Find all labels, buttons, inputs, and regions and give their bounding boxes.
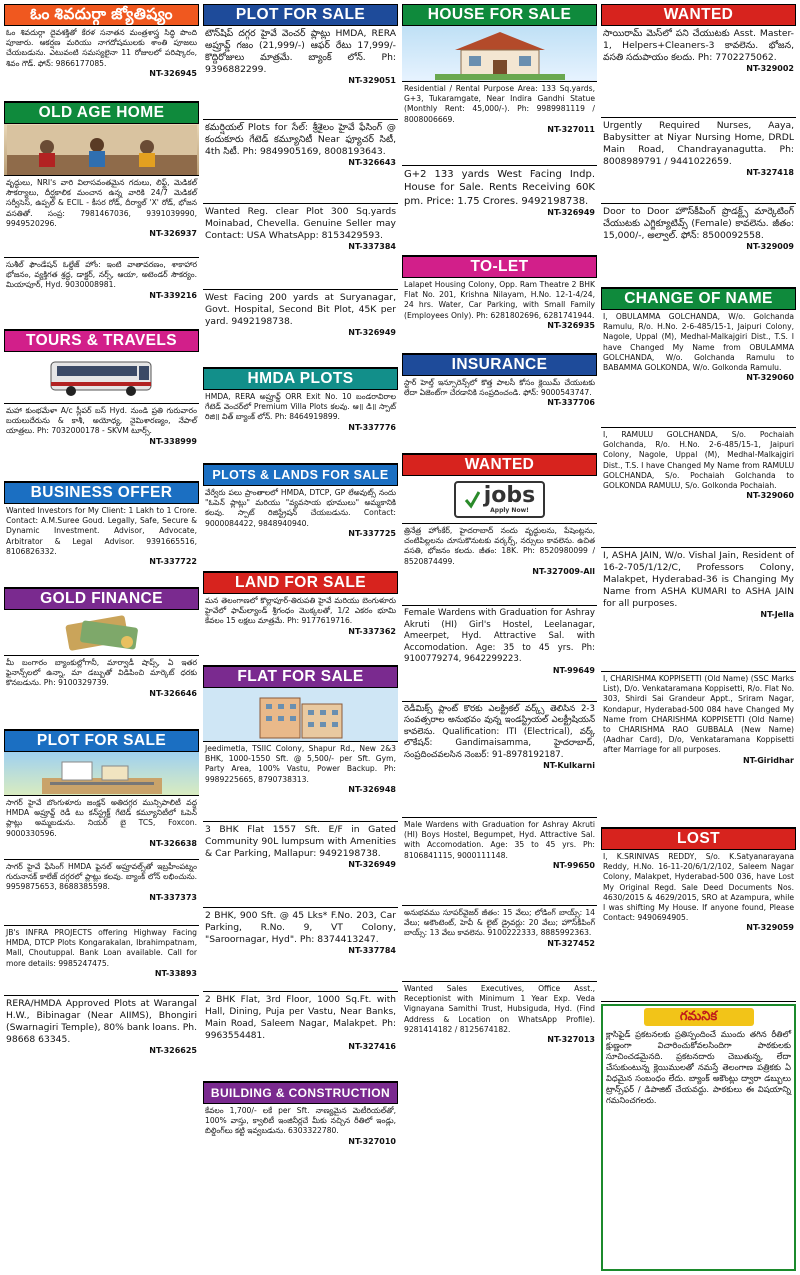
ad-business-offer: Wanted Investors for My Client: 1 Lakh to 1 Crore. Contact: A.M.Suree Goud. Legally, Safe, Secure & Dynamic Investment. Advisor, Advocate, Arbitrator & Legal Advisor. 9391665516, 8106826332. NT-337722 <box>4 504 199 588</box>
notice-text: క్లాసిఫైడ్ ప్రకటనలకు ప్రతిస్పందించే ముందు తగిన రీతిలో క్షుణ్ణంగా విచారించుకోవలసిందిగా పాఠకులకు సూచించడమైనది. ప్రకటనదారు చెబుతున్న, లేదా చేసుకుంటున్న క్లెయిములతో నమస్తే తెలంగాణ పత్రికకు ఏ విధమైన సంబంధం లేదు. బ్యాంక్ అకౌంట్లు ద్వారా డబ్బులు ట్రాన్స్‌ఫర్ / డిపాజిట్ చేయవద్దు. పాఠకులు ఈ విషయాన్ని గమనించగలరు. <box>606 1029 791 1105</box>
section-header-flat-for-sale: FLAT FOR SALE <box>203 666 398 688</box>
ad-plot-sagar-highway: సాగర్ హైవే బొంగుళూరు జంక్షన్ అతిదగ్గర మున్సిపాలిటీ వద్ద HMDA అప్రూవ్డ్ రెడీ టు కన్‌స్ట్రక్ట్ గేటెడ్ కమ్యూనిటీలో ఓపెన్ ప్లాట్లు అమ్మబడును. నియర్ బై TCS, Foxcon. 9000330596. NT-326638 <box>4 796 199 860</box>
ad-jeedimetla-flat: Jeedimetla, TSIIC Colony, Shapur Rd., New 2&3 BHK, 1000-1550 Sft. @ 5,500/- per Sft. Gym, Party Area, 100% Vastu, Power Backup. Ph: 9989225665, 8790738313. NT-326948 <box>203 742 398 822</box>
ad-township-plots: టౌన్‌షిప్ దగ్గర హైవే వెంచర్ ప్లాట్లు HMDA, RERA అప్రూవ్డ్ గజం (21,999/-) ఆఫర్ రేటు 17,999/- కొద్దిరోజులు మాత్రమే. బ్యాంక్ లోన్. Ph: 9396882299. NT-329051 <box>203 26 398 120</box>
section-header-business-offer: BUSINESS OFFER <box>4 482 199 504</box>
column-4 <box>601 4 796 1271</box>
section-header-plot-for-sale-1: PLOT FOR SALE <box>4 730 199 752</box>
ad-west-facing-plot: West Facing 200 yards at Suryanagar, Govt. Hospital, Second Bit Plot, 45K per yard. 9492198738. NT-326949 <box>203 290 398 368</box>
section-header-insurance: INSURANCE <box>402 354 597 376</box>
jobs-logo <box>402 476 597 524</box>
section-header-old-age-home: OLD AGE HOME <box>4 102 199 124</box>
ad-wanted-plot: Wanted Reg. clear Plot 300 Sq.yards Moinabad, Chevella. Genuine Seller may Contact: USA WhatsApp: 8153429593. NT-337384 <box>203 204 398 290</box>
ad-sales-executives: Wanted Sales Executives, Office Asst., Receptionist with Minimum 1 Year Exp. Veda Vignayana Samithi Trust, Hubsiguda, Hyd. (Find Address & Location on WhatsApp Profile). 9281414182 / 8125674182. NT-327013 <box>404 984 595 1045</box>
notice-title: గమనిక <box>644 1008 754 1026</box>
section-header-tours-travels: TOURS & TRAVELS <box>4 330 199 352</box>
section-header-lost: LOST <box>601 828 796 850</box>
ad-commercial-plots: కమర్షియల్ Plots for సేల్: శ్రీశైలం హైవే ఫేసింగ్ @ కందుకూరు గేటెడ్ కమ్యూనిటీ Near ఫ్యూచర్ సిటీ, 4th సిటీ. Ph: 9849905169, 8008193643. NT-326643 <box>203 120 398 204</box>
ad-land-for-sale: మన తెలంగాణలో కొల్లాపూర్-తిరుపతి హైవే మరియు బెంగుళూరు హైవేలో ఫామ్‌ల్యాండ్ శ్రీగంధం మొక్కలతో, 1/2 ఎకరం భూమి కేవలం 15 లక్షలు మాత్రమే. Ph: 9177619716. NT-337362 <box>203 594 398 666</box>
section-header-to-let: TO-LET <box>402 256 597 278</box>
section-header-building-construction: BUILDING & CONSTRUCTION <box>203 1082 398 1104</box>
ad-name-change-obulamma: I, OBULAMMA GOLCHANDA, W/o. Golchanda Ramulu, R/o. H.No. 2-6-485/15-1, Jaipuri Colony, Nagole, Uppal (M), Medhal-Malkajgiri Dist., T.S. I have Changed My Name from OBULAMMA GOLCHANDA, W/o. Golchanda Ramulu to BABAMMA GOLKONDA, W/o. Golkonda Ramulu. NT-329060 <box>601 310 796 428</box>
section-header-gold-finance: GOLD FINANCE <box>4 588 199 610</box>
ad-sairam-mess: సాయిరామ్ మెస్‌లో పని చేయుటకు Asst. Master-1, Helpers+Cleaners-3 కావలెను. భోజన, వసతి సదుపాయం కలదు. Ph: 7702275062. NT-329002 <box>601 26 796 118</box>
ad-2bhk-malakpet: 2 BHK Flat, 3rd Floor, 1000 Sq.Ft. with Hall, Dining, Puja per Vastu, Near Banks, Main Road, Saleem Nagar, Malakpet. Ph: 9963554481. NT-327416 <box>203 992 398 1082</box>
ad-female-wardens: Female Wardens with Graduation for Ashray Akruti (HI) Girl's Hostel, Leelanagar, Ameerpet, Hyd. Attractive Sal. with Accomodation. Age: 35 to 45 yrs. Ph: 9100779274, 9642299223. NT-99649 <box>402 606 597 702</box>
disclaimer-notice <box>601 1004 796 1271</box>
checkmark-icon <box>464 490 480 510</box>
section-header-plots-lands: PLOTS & LANDS FOR SALE <box>203 464 398 486</box>
ad-2bhk-saroornagar: 2 BHK, 900 Sft. @ 45 Lks* F.No. 203, Car Parking, R.No. 9, VT Colony, "Saroornagar, Hyd". Ph: 8374413247. NT-337784 <box>203 908 398 992</box>
section-header-astrology: ఓం శివదుర్గా జ్యోతిష్యం <box>4 4 199 26</box>
section-header-wanted-2: WANTED <box>601 4 796 26</box>
ad-astrology: ఓం శివదుర్గా దైవశక్తితో కేరళ సనాతన మంత్రశాస్త్ర సిద్ధి పొంది పూజారు. ఆకర్షణ మరియు నాగదోషములకు శాంతి పూజలు చేయబడును. ఎటువంటి సమస్యలైనా 11 రోజులలో పరిష్కారం, శివం గౌడ్. ఫోన్: 9866177085. NT-326945 <box>4 26 199 102</box>
ad-plots-lands: వేర్వేరు పలు ప్రాంతాలలో HMDA, DTCP, GP లేఅవుట్స్ నందు "ఓపెన్ ప్లాట్లు" మరియు "వ్యవసాయ భూములు" అమ్మకానికి కలవు. స్పాట్ రిజిస్ట్రేషన్ చేయబడును. Contact: 9000084422, 9848940940. NT-337725 <box>203 486 398 572</box>
gold-finance-photo <box>4 610 199 656</box>
section-header-change-of-name: CHANGE OF NAME <box>601 288 796 310</box>
column-3 <box>402 4 597 1271</box>
section-header-hmda-plots: HMDA PLOTS <box>203 368 398 390</box>
ad-trinetra-homecare: త్రినేత్ర హోంకేర్, హైదరాబాద్ నందు వృద్ధులను, పేషెంట్లను, చంటిపిల్లలను చూసుకొనుటకు వర్కర్స్, నర్సులు కావలెను. ఉచిత వసతి, భోజనం కలదు. జీతం: 18K. Ph: 8520980099 / 8520874499. NT-327009-All <box>402 524 597 606</box>
jobs-logo-subtext: Apply Now! <box>490 507 529 514</box>
ad-supervisor-wanted: అనుభవము సూపర్‌వైజర్ జీతం: 15 వేలు; లోడింగ్ బాయ్స్: 14 వేలు; అకౌంటెంట్, హెవీ & లైట్ డ్రైవర్లు: 20 వేలు; హౌస్‌కీపింగ్ బాయ్స్: 13 వేలు కావలెను. 9100222333, 8885992363. NT-327452 <box>402 906 597 982</box>
apartment-photo <box>203 688 398 742</box>
ad-nurses-wanted: Urgently Required Nurses, Aaya, Babysitter at Niyar Nursing Home, DRDL Main Road, Chandrayanagutta. Ph: 8008989791 / 9441022659. NT-327418 <box>601 118 796 204</box>
ad-name-change-ramulu: I, RAMULU GOLCHANDA, S/o. Pochaiah Golchanda, R/o. H.No. 2-6-485/15-1, Jaipuri Colony, Nagole, Uppal (M), Medhal-Malkajgiri Dist., T.S. I have Changed My Name from RAMULU GOLCHANDA, S/o. Pochaiah Golchanda to GOLKONDA RAMULU, S/o. Golkonda Pochaiah. NT-329060 <box>601 428 796 548</box>
section-header-land-for-sale: LAND FOR SALE <box>203 572 398 594</box>
ad-rera-warangal: RERA/HMDA Approved Plots at Warangal H.W., Bibinagar (Near AIIMS), Bhongiri (Swarnagiri Temple), 80% bank loans. Ph. 98668 63345. NT-326625 <box>6 998 197 1055</box>
ad-hmda-plots: HMDA, RERA అప్రూవ్డ్ ORR Exit No. 10 బండరావిరాల గేటెడ్ వెంచర్‌లో Premium Villa Plots కలవు. ఆ॥ డి॥ స్పాట్ రిజి॥ విత్ బ్యాంక్ లోన్. Ph: 8464919899. NT-337776 <box>203 390 398 464</box>
column-1 <box>4 4 199 1271</box>
ad-to-let-lalapet: Lalapet Housing Colony, Opp. Ram Theatre 2 BHK Flat No. 201, Krishna Nilayam, H.No. 12-1-4/24, 24 hrs. Water, Car Parking, with Small Family (Employees Only). Ph: 6281802696, 6281741944. NT-326935 <box>402 278 597 354</box>
old-age-home-photo <box>4 124 199 176</box>
plot-photo <box>4 752 199 796</box>
ad-old-age-home-1: వృద్ధులు, NRI's వారి విలాసవంతమైన గదులు, లిఫ్ట్, మెడికల్ సౌకర్యాలు, దీర్ఘకాలిక మంచాన ఉన్న వారికి 24/7 మెడికల్ సర్వీసెస్, ఉప్పల్ & ECIL - కీసర రోడ్, దీర్యాల్ 'X' రోడ్, భోజన వసతితో. సంప్ర: 7981467036, 9391039990, 9949520296. NT-326937 <box>4 176 199 258</box>
jobs-logo-text: jobs <box>483 483 536 508</box>
ad-construction: కేవలం 1,700/- లకే per Sft. నాణ్యమైన మెటీరియల్‌తో, 100% వాస్తు, క్వాలిటీ ఇంజినీర్లచే మీకు నచ్చిన రీతిలో ఇండ్లు, బిల్డింగ్‌లు కట్టి ఇవ్వబడును. 6303322780. NT-327010 <box>205 1106 396 1146</box>
ad-electrician: రెడీమిక్స్ ప్లాంట్ కొరకు ఎలక్ట్రికల్ వర్క్స్ తెలిసిన 2-3 సంవత్సరాల అనుభవం వున్న ఇండస్ట్రియల్ ఎలక్ట్రీషియన్ కావలెను. Qualification: ITI (Electrical), వర్క్ లొకేషన్: Gandimaisamma, హైదరాబాద్, సంప్రదించవలసిన నెంబర్: 91-8978192187. NT-Kulkarni <box>402 702 597 818</box>
ad-lost-documents: I, K.SRINIVAS REDDY, S/o. K.Satyanarayana Reddy, H.No. 16-11-20/6/1/2/102, Saleem Nagar Colony, Malakpet, Hyderabad-500 036, have Lost My Original Regd. Sale Deed Documents Nos. 4630/2015 & 4629/2015, SRO at Azampura, while I was shifting My House. If anyone found, Please Contact: 9490694905. NT-329059 <box>601 850 796 1002</box>
bus-photo <box>4 352 199 404</box>
ad-g2-house: G+2 133 yards West Facing Indp. House for Sale. Rents Receiving 60K pm. Price: 1.75 Crores. 9492198738. NT-326949 <box>402 166 597 256</box>
section-header-wanted-1: WANTED <box>402 454 597 476</box>
ad-tours: మహా కుంభమేళా A/c స్లీపర్ బస్ Hyd. నుండి ప్రతి గురువారం బయలుదేరును & కాశీ, అయోధ్య, నైమిశారణ్యం, నేపాల్ యాత్రలు. Ph: 7032000178 - SKVM టూర్స్. NT-338999 <box>4 404 199 482</box>
ad-jbs-infra: JB's INFRA PROJECTS offering Highway Facing HMDA, DTCP Plots Kongarakalan, Ibrahimpatnam, Mall, Choutuppal. Bank Loan available. Call for more details: 9985247475. NT-33893 <box>4 926 199 996</box>
ad-plot-ibrahimpatnam: సాగర్ హైవే ఫేసింగ్ HMDA ఫైనల్ అప్రూవల్స్‌తో ఇబ్రహీంపట్నం గురునానక్ కాలేజ్ దగ్గరలో ప్లాట్లు కలవు. బ్యాంక్ లోన్ లభించును. 9959875653, 8688385598. NT-337373 <box>4 860 199 926</box>
section-header-plot-for-sale-2: PLOT FOR SALE <box>203 4 398 26</box>
ad-star-health: స్టార్ హెల్త్ ఇన్సూరెన్స్‌లో కొత్త పాలసీ కోసం క్లెయిమ్ చేయుటకు లేదా ఏజెంట్‌గా చేరడానికి సంప్రదించండి. ఫోన్: 9000543747. NT-337706 <box>402 376 597 454</box>
ad-residential-rental: Residential / Rental Purpose Area: 133 Sq.yards, G+3, Tukaramgate, Near Indira Gandhi Statue (Monthly Rent: 45,000/-). Ph: 9989981119 / 8008006669. NT-327011 <box>402 82 597 166</box>
ad-door-to-door: Door to Door హౌస్‌కీపింగ్ ప్రొడక్ట్స్ మార్కెటింగ్ చేయుటకు ఎగ్జిక్యూటివ్స్ (Female) కావలెను. జీతం: 15,000/-, అల్వాల్. ఫోన్: 8500092558. NT-329009 <box>601 204 796 288</box>
ad-gold-finance: మీ బంగారం బ్యాంకుల్లోగానీ, మార్వాడీ షాప్స్, ఏ ఇతర ఫైనాన్స్‌లలో ఉన్నా, మా డబ్బుతో విడిపించి మార్కెట్ ధరకు కొనబడును. Ph: 9100329739. NT-326646 <box>4 656 199 730</box>
ad-old-age-home-2: సుశీల్ ఫౌండేషన్ ఓల్డేజ్ హోం: ఇంటి వాతావరణం, శాకాహార భోజనం, వ్యక్తిగత శ్రద్ధ, డాక్టర్, నర్స్, ఆయా, అటెండర్ సౌకర్యం. మియాపూర్, Hyd. 9030008981. NT-339216 <box>4 258 199 330</box>
ad-name-change-asha-jain: I, ASHA JAIN, W/o. Vishal Jain, Resident of 16-2-705/1/12/C, Professors Colony, Malakpet, Hyderabad-36 is Changing My Name from ASHA KUMARI to ASHA JAIN for all purposes. NT-Jella <box>601 548 796 672</box>
ad-name-change-charishma: I, CHARISHMA KOPPISETTI (Old Name) (SSC Marks List), D/o. Venkataramana Koppisetti, R/o. Flat No. 303, Shirdi Sai Grandeur Appt., Sriram Nagar, Kondapur, Hyderabad-500 084 have Changed My Name from CHARISHMA KOPPISETTI (Old Name) to CHARISHMA RAO GUBBALA (New Name) (Aadhar Card), D/o, Venkataramana Koppisetti after Marriage for all purposes. NT-Giridhar <box>601 672 796 828</box>
ad-3bhk-mallapur: 3 BHK Flat 1557 Sft. E/F in Gated Community 90L lumpsum with Amenities & Car Parking, Mallapur: 9492198738. NT-326949 <box>203 822 398 908</box>
house-photo <box>402 26 597 82</box>
classifieds-page <box>4 4 796 1271</box>
column-2 <box>203 4 398 1271</box>
ad-male-wardens: Male Wardens with Graduation for Ashray Akruti (HI) Boys Hostel, Begumpet, Hyd. Attractive Sal. with Accomodation. Age: 35 to 45 yrs. Ph: 8106841115, 9000111148. NT-99650 <box>402 818 597 906</box>
section-header-house-for-sale: HOUSE FOR SALE <box>402 4 597 26</box>
